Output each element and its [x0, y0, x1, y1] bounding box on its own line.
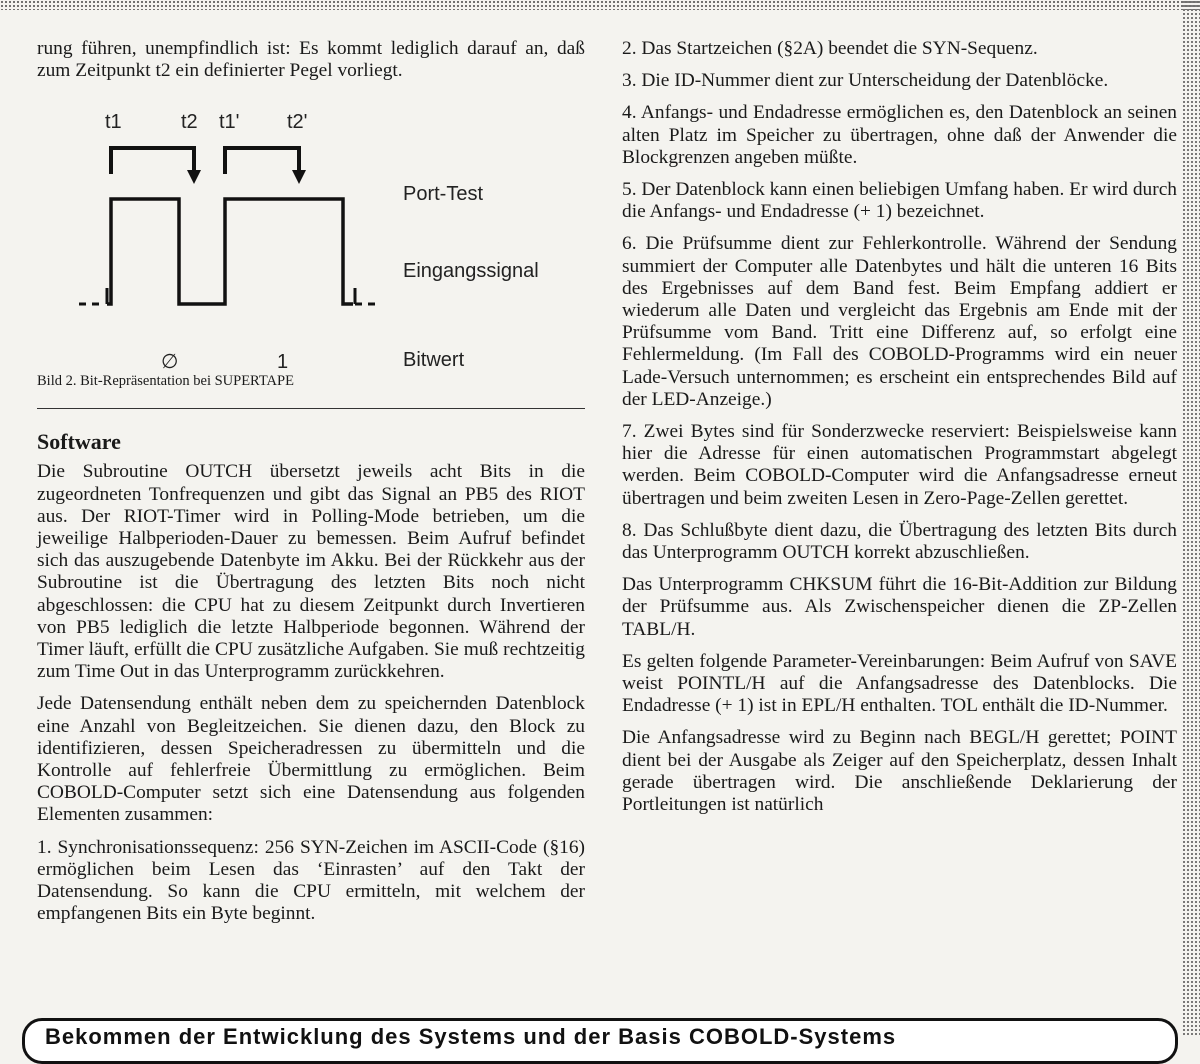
- right-column: [622, 38, 1177, 826]
- intro-paragraph: rung führen, unempfindlich ist: Es kommt lediglich darauf an, daß zum Zeitpunkt t2 ein definierter Pegel vorliegt.: [37, 38, 585, 82]
- paragraph-anfangsadresse: Die Anfangsadresse wird zu Beginn nach BEGL/H gerettet; POINT dient bei der Ausgabe als Zeiger auf den Speicherplatz, dessen Inhalt gerade übertragen wird. Die anschließende Deklarierung der Portleitungen ist natürlich: [622, 727, 1177, 816]
- paragraph-item-4: 4. Anfangs- und Endadresse ermöglichen es, den Datenblock an seinen alten Platz im Speicher zu übertragen, ohne daß der Anwender die Blockgrenzen angeben müßte.: [622, 102, 1177, 168]
- time-label-t1: t1: [105, 111, 122, 134]
- left-column: [37, 38, 585, 935]
- bit-value-zero: ∅: [161, 349, 179, 374]
- port-test-arrowhead-1: [187, 170, 201, 184]
- figure-caption: Bild 2. Bit-Repräsentation bei SUPERTAPE: [37, 373, 294, 390]
- time-label-t1-prime: t1': [219, 111, 240, 134]
- timing-diagram: [37, 92, 585, 374]
- paragraph-item-3: 3. Die ID-Nummer dient zur Unterscheidung der Datenblöcke.: [622, 70, 1109, 92]
- paragraph-parameters: Es gelten folgende Parameter-Vereinbarungen: Beim Aufruf von SAVE weist POINTL/H auf die Anfangsadresse des Datenblocks. Die Endadresse (+ 1) ist in EPL/H enthalten. TOL enthält die ID-Nummer.: [622, 650, 1177, 717]
- paragraph-item-7: 7. Zwei Bytes sind für Sonderzwecke reserviert: Beispielsweise kann hier die Adresse für einen automatischen Programmstart abgelegt werden. Beim COBOLD-Computer wird die Anfangsadresse erneut übertragen und beim zweiten Lesen in Zero-Page-Zellen gerettet.: [622, 421, 1177, 509]
- paragraph-chksum: Das Unterprogramm CHKSUM führt die 16-Bit-Addition zur Bildung der Prüfsumme aus. Als Zwischenspeicher dienen die ZP-Zellen TABL/H.: [622, 574, 1177, 640]
- paragraph-item-5: 5. Der Datenblock kann einen beliebigen Umfang haben. Er wird durch die Anfangs- und Endadresse (+ 1) bezeichnet.: [622, 179, 1177, 223]
- time-label-t2: t2: [181, 111, 198, 134]
- footer-banner-text: Bekommen der Entwicklung des Systems und der Basis COBOLD-Systems: [45, 1024, 897, 1049]
- label-input-signal: Eingangssignal: [403, 260, 539, 283]
- paragraph-outch: Die Subroutine OUTCH übersetzt jeweils acht Bits in die zugeordneten Tonfrequenzen und gibt das Signal an PB5 des RIOT aus. Der RIOT-Timer wird in Polling-Mode betrieben, um die jeweilige Halbperioden-Dauer zu bemessen. Beim Aufruf befindet sich das auszugebende Datenbyte im Akku. Bei der Rückkehr aus der Subroutine ist die Übertragung des letzten Bits noch nicht abgeschlossen: die CPU hat zu diesem Zeitpunkt durch Invertieren von PB5 lediglich die letzte Halbperiode begonnen. Während der Timer läuft, erfüllt die CPU zusätzliche Aufgaben. Sie muß rechtzeitig zum Time Out in das Unterprogramm zurückkehren.: [37, 461, 585, 683]
- section-divider: [37, 408, 585, 409]
- paragraph-datensendung: Jede Datensendung enthält neben dem zu speichernden Datenblock eine Anzahl von Begleitzeichen. Sie dienen dazu, den Block zu identifizieren, dessen Speicheradressen zu übermitteln und die Kontrolle auf fehlerfreie Übermittlung zu ermöglichen. Beim COBOLD-Computer setzt sich eine Datensendung aus folgenden Elementen zusammen:: [37, 693, 585, 826]
- right-dot-band: [1182, 0, 1200, 1036]
- bit-value-one: 1: [277, 351, 289, 374]
- port-test-arrowhead-2: [292, 170, 306, 184]
- label-bit-value: Bitwert: [403, 349, 465, 372]
- paragraph-item-8: 8. Das Schlußbyte dient dazu, die Übertragung des letzten Bits durch das Unterprogramm OUTCH korrekt abzuschließen.: [622, 519, 1177, 564]
- port-test-arrow-1: [111, 148, 194, 174]
- port-test-arrow-2: [225, 148, 299, 174]
- paragraph-item-2: 2. Das Startzeichen (§2A) beendet die SYN-Sequenz.: [622, 38, 1038, 59]
- bit-representation-figure: [37, 92, 585, 374]
- footer-banner: [22, 1018, 1178, 1064]
- top-dot-band: [0, 0, 1200, 10]
- input-signal-waveform: [107, 199, 353, 304]
- paragraph-item-6: 6. Die Prüfsumme dient zur Fehlerkontrolle. Während der Sendung summiert der Computer alle Datenbytes und hält die unteren 16 Bits des Ergebnisses auf dem Band fest. Beim Empfang addiert er wiederum alle Daten und vergleicht das Ergebnis am Ende mit der Prüfsumme vom Band. Tritt eine Differenz auf, so erfolgt eine Fehlermeldung. (Im Fall des COBOLD-Programms wird ein neuer Lade-Versuch unternommen; es erscheint ein entsprechendes Bild auf der LED-Anzeige.): [622, 233, 1177, 410]
- section-heading: Software: [37, 429, 121, 455]
- time-label-t2-prime: t2': [287, 111, 308, 134]
- paragraph-item-1: 1. Synchronisationssequenz: 256 SYN-Zeichen im ASCII-Code (§16) ermöglichen beim Lesen das ‘Einrasten’ auf den Takt der Datensendung. So kann die CPU ermitteln, mit welchem der empfangenen Bits ein Byte beginnt.: [37, 836, 585, 925]
- label-port-test: Port-Test: [403, 183, 484, 206]
